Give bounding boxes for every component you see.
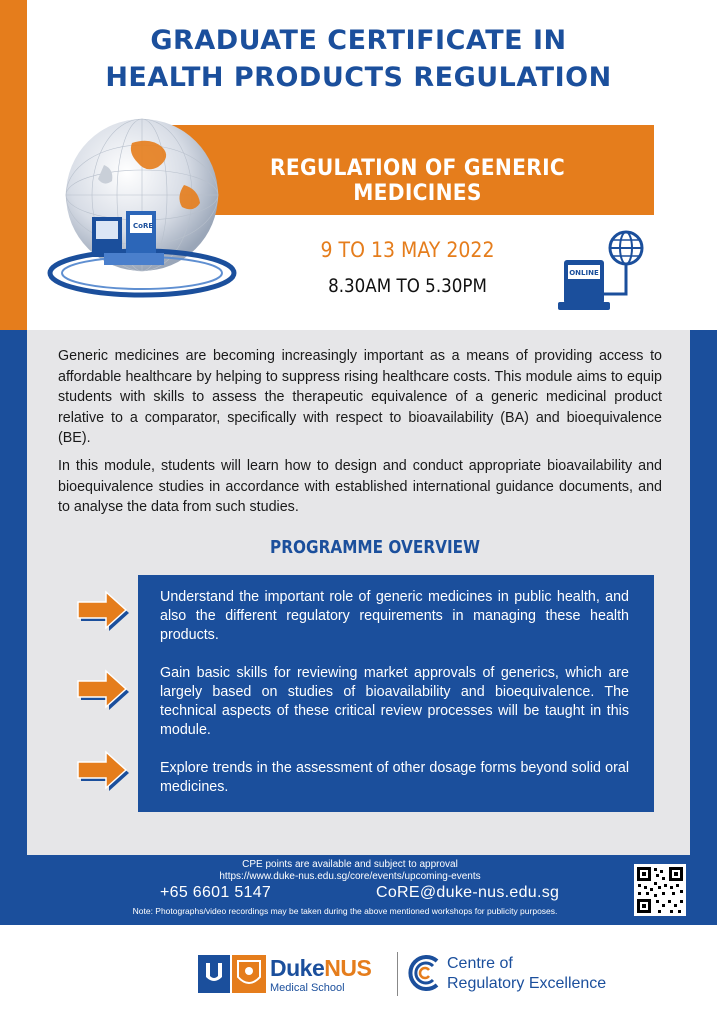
event-times: 8.30AM TO 5.30PM [328,275,487,297]
duke-name: Duke [270,955,325,981]
photo-disclaimer: Note: Photographs/video recordings may be taken during the above mentioned workshops for publicity purposes. [132,906,558,916]
module-title: REGULATION OF GENERIC MEDICINES [269,156,566,206]
intro-paragraph-2: In this module, students will learn how to design and conduct appropriate bioavailability and bioequivalence studies in accordance with established international guidance documents, and to analyse the data from such studies. [58,458,662,515]
page-title [40,22,677,96]
core-name-line-1: Centre of [447,955,513,972]
core-name-line-2: Regulatory Excellence [447,975,607,992]
title-line-1: GRADUATE CERTIFICATE IN [150,25,567,56]
online-label: ONLINE [569,269,599,277]
logo-divider [397,952,398,996]
cpe-note: CPE points are available and subject to approval [242,859,458,870]
duke-nus-wordmark [270,955,371,982]
overview-item-2: Gain basic skills for reviewing market approvals of generics, which are largely based on studies of bioavailability and bioequivalence. The technical aspects of these critical review processes will be taught in this module. [160,665,629,738]
intro-paragraph-1: Generic medicines are becoming increasingly important as a means of providing access to affordable healthcare by helping to suppress rising healthcare costs. This module aims to equip students with skills to assess the therapeutic equivalence of a generic medicinal product relative to a comparator, specifically with respect to bioavailability (BA) and bioequivalence (BE). [58,348,662,446]
qr-code[interactable] [634,864,686,916]
globe-illustration [44,115,240,305]
email-link[interactable]: CoRE@duke-nus.edu.sg [376,884,560,901]
right-blue-stripe [690,330,717,855]
online-laptop-icon [556,230,651,315]
overview-item-3: Explore trends in the assessment of other dosage forms beyond solid oral medicines. [160,760,629,795]
overview-heading: PROGRAMME OVERVIEW [270,537,480,558]
overview-item-1: Understand the important role of generic medicines in public health, and also the different regulatory requirements in managing these health products. [160,589,629,643]
screen-label: CoRE [133,222,154,230]
duke-nus-subtitle: Medical School [270,982,345,994]
title-line-2: HEALTH PRODUCTS REGULATION [105,62,612,93]
left-orange-stripe [0,0,27,330]
arrow-right-icon [72,667,130,711]
left-blue-stripe [0,330,27,925]
event-dates: 9 TO 13 MAY 2022 [320,238,495,262]
arrow-right-icon [72,748,130,792]
nus-name: NUS [324,955,372,981]
core-logo-icon [407,953,445,993]
phone-number[interactable]: +65 6601 5147 [160,884,272,901]
arrow-right-icon [72,588,130,632]
events-link[interactable]: https://www.duke-nus.edu.sg/core/events/upcoming-events [219,871,481,882]
